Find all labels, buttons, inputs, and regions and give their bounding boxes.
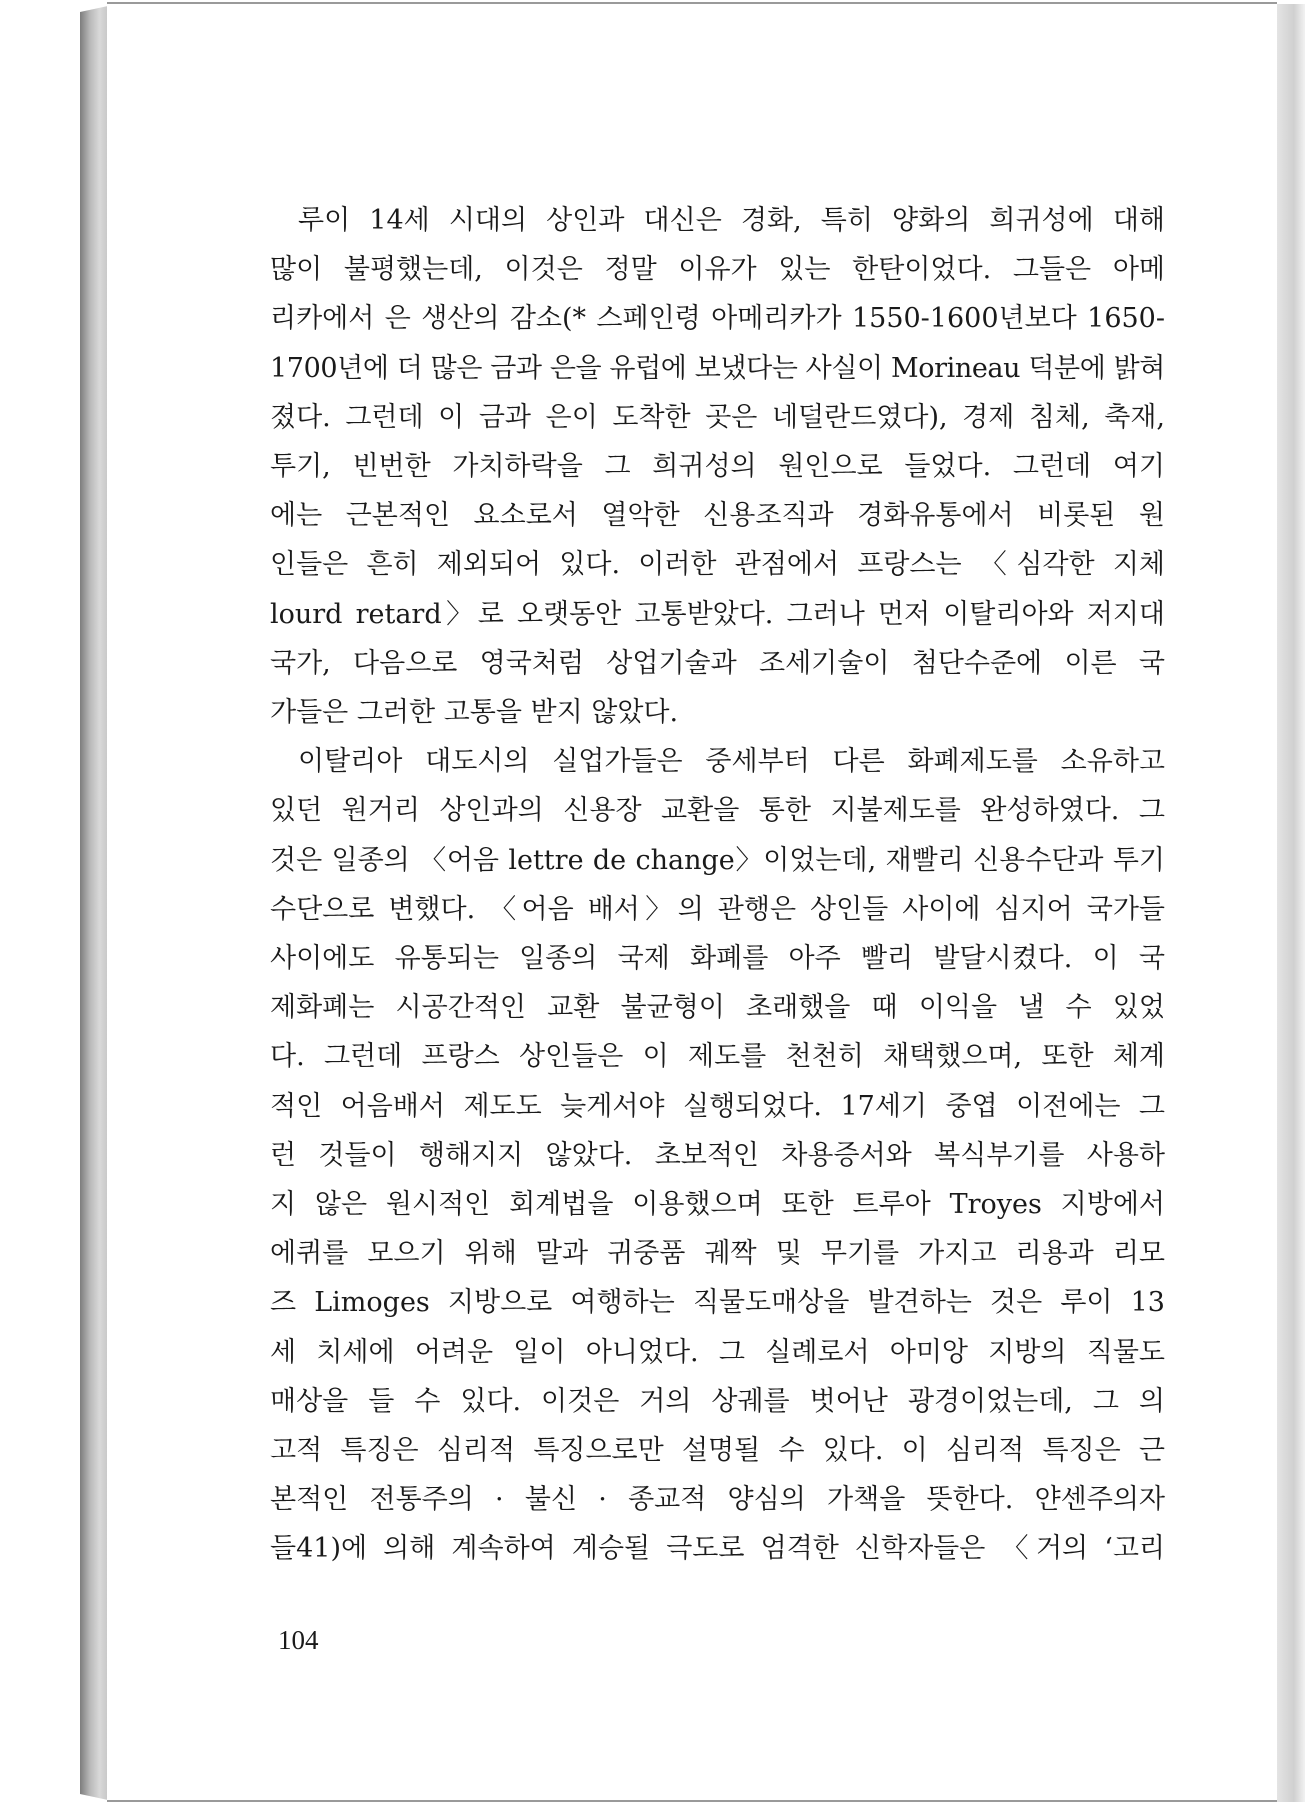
text-line: 고적 특징은 심리적 특징으로만 설명될 수 있다. 이 심리적 특징은 근 [270,1435,1165,1467]
text-line: 본적인 전통주의 · 불신 · 종교적 양심의 가책을 뜻한다. 얀센주의자 [270,1484,1165,1516]
text-line: 루이 14세 시대의 상인과 대신은 경화, 특히 양화의 희귀성에 대해 [298,205,1165,236]
text-line: 에퀴를 모으기 위해 말과 귀중품 궤짝 및 무기를 가지고 리용과 리모 [270,1238,1165,1270]
text-line: 에는 근본적인 요소로서 열악한 신용조직과 경화유통에서 비롯된 원 [270,500,1165,532]
text-line: 매상을 들 수 있다. 이것은 거의 상궤를 벗어난 광경이었는데, 그 의 [270,1385,1165,1417]
text-line: 것은 일종의 〈어음 lettre de change〉이었는데, 재빨리 신용수단과 투기 [270,844,1165,876]
text-line: 적인 어음배서 제도도 늦게서야 실행되었다. 17세기 중엽 이전에는 그 [270,1090,1165,1122]
text-line: 졌다. 그런데 이 금과 은이 도착한 곳은 네덜란드였다), 경제 침체, 축재, [270,401,1165,433]
text-line: 국가, 다음으로 영국처럼 상업기술과 조세기술이 첨단수준에 이른 국 [270,647,1165,679]
text-line: 들41)에 의해 계속하여 계승될 극도로 엄격한 신학자들은 〈거의 ‘고리 [270,1533,1165,1565]
text-line: 1700년에 더 많은 금과 은을 유럽에 보냈다는 사실이 Morineau 덕분에 밝혀 [270,352,1165,384]
paragraph-2 [270,737,1165,1573]
text-line: 리카에서 은 생산의 감소(* 스페인령 아메리카가 1550-1600년보다 1650- [270,303,1165,335]
text-line: 가들은 그러한 고통을 받지 않았다. [270,697,679,729]
text-line: 제화폐는 시공간적인 교환 불균형이 초래했을 때 이익을 낼 수 있었 [270,992,1165,1024]
page-edge [1277,4,1305,1802]
text-line: 있던 원거리 상인과의 신용장 교환을 통한 지불제도를 완성하였다. 그 [270,795,1165,827]
text-line: 지 않은 원시적인 회계법을 이용했으며 또한 트루아 Troyes 지방에서 [270,1189,1165,1221]
text-line: 사이에도 유통되는 일종의 국제 화폐를 아주 빨리 발달시켰다. 이 국 [270,943,1165,975]
page-number: 104 [278,1625,319,1655]
text-line: 많이 불평했는데, 이것은 정말 이유가 있는 한탄이었다. 그들은 아메 [270,254,1165,286]
text-line: lourd retard〉로 오랫동안 고통받았다. 그러나 먼저 이탈리아와 저지대 [270,598,1165,630]
text-line: 세 치세에 어려운 일이 아니었다. 그 실례로서 아미앙 지방의 직물도 [270,1336,1165,1368]
body-text [270,196,1165,1574]
text-line: 이탈리아 대도시의 실업가들은 중세부터 다른 화폐제도를 소유하고 [298,746,1165,778]
book-spine [80,6,108,1800]
text-line: 런 것들이 행해지지 않았다. 초보적인 차용증서와 복식부기를 사용하 [270,1139,1165,1171]
text-line: 수단으로 변했다. 〈어음 배서〉의 관행은 상인들 사이에 심지어 국가들 [270,893,1165,925]
text-line: 인들은 흔히 제외되어 있다. 이러한 관점에서 프랑스는 〈심각한 지체 [270,549,1165,581]
text-line: 다. 그런데 프랑스 상인들은 이 제도를 천천히 채택했으며, 또한 체계 [270,1041,1165,1073]
text-line: 투기, 빈번한 가치하락을 그 희귀성의 원인으로 들었다. 그런데 여기 [270,451,1165,483]
paragraph-1 [270,196,1165,737]
text-line: 즈 Limoges 지방으로 여행하는 직물도매상을 발견하는 것은 루이 13 [270,1287,1165,1319]
